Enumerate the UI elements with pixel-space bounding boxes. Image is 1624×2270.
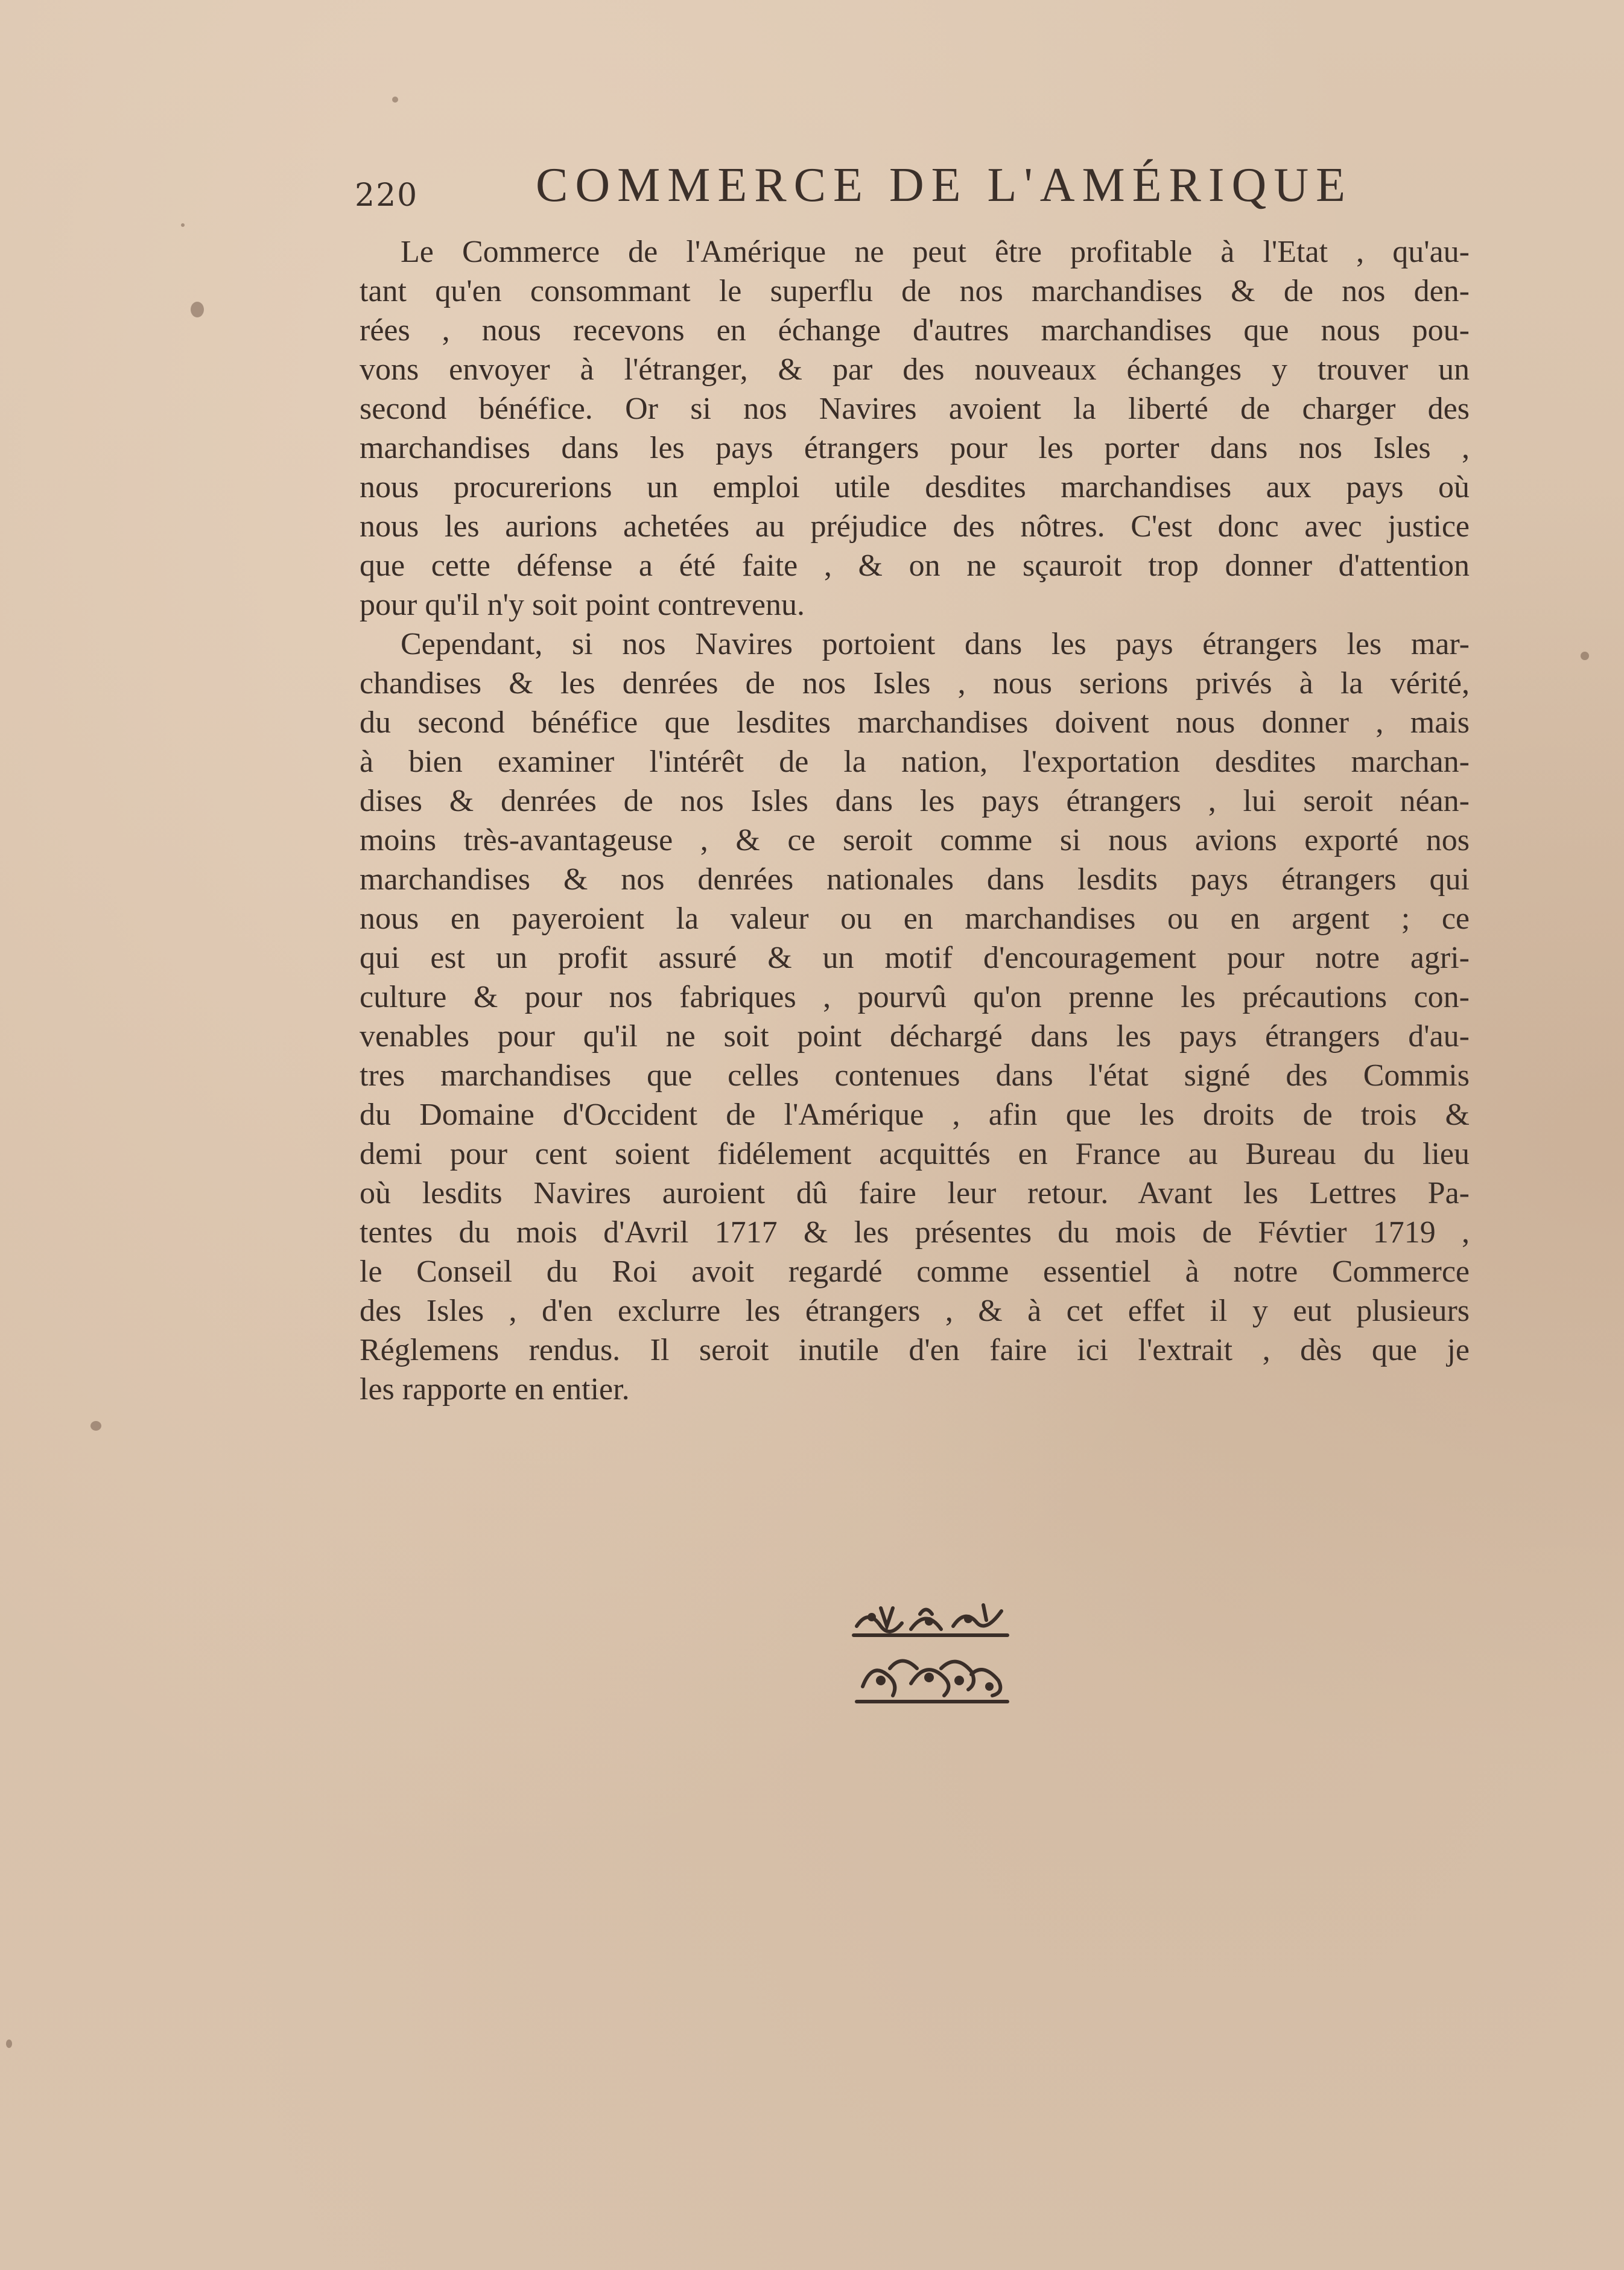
text-line: venables pour qu'il ne soit point déchargé dans les pays étrangers d'au- <box>360 1019 1470 1054</box>
running-title: COMMERCE DE L'AMÉRIQUE <box>536 159 1353 212</box>
paragraph-1 <box>360 232 1470 625</box>
paper-spot <box>6 2040 12 2048</box>
text-line: Le Commerce de l'Amérique ne peut être profitable à l'Etat , qu'au- <box>401 235 1470 269</box>
paper-spot <box>392 97 398 103</box>
text-line: à bien examiner l'intérêt de la nation, l'exportation desdites marchan- <box>360 745 1470 779</box>
text-line: Réglemens rendus. Il seroit inutile d'en faire ici l'extrait , dès que je <box>360 1333 1470 1367</box>
text-line: moins très-avantageuse , & ce seroit comme si nous avions exporté nos <box>360 823 1470 857</box>
text-line: les rapporte en entier. <box>360 1372 630 1407</box>
text-line: culture & pour nos fabriques , pourvû qu'on prenne les précautions con- <box>360 980 1470 1014</box>
text-line: des Isles , d'en exclurre les étrangers , & à cet effet il y eut plusieurs <box>360 1294 1470 1328</box>
text-line: tentes du mois d'Avril 1717 & les présentes du mois de Févtier 1719 , <box>360 1215 1470 1250</box>
text-line: vons envoyer à l'étranger, & par des nouveaux échanges y trouver un <box>360 352 1470 387</box>
text-line: Cependant, si nos Navires portoient dans les pays étrangers les mar- <box>401 627 1470 661</box>
text-line: nous en payeroient la valeur ou en marchandises ou en argent ; ce <box>360 901 1470 936</box>
text-line: qui est un profit assuré & un motif d'encouragement pour notre agri- <box>360 941 1470 975</box>
body-text <box>360 232 1470 1409</box>
paper-spot <box>1581 652 1589 660</box>
printers-fleuron-icon <box>845 1596 1020 1723</box>
text-line: le Conseil du Roi avoit regardé comme essentiel à notre Commerce <box>360 1254 1470 1289</box>
text-line: chandises & les denrées de nos Isles , nous serions privés à la vérité, <box>360 666 1470 701</box>
text-line: tant qu'en consommant le superflu de nos marchandises & de nos den- <box>360 274 1470 308</box>
text-line: où lesdits Navires auroient dû faire leur retour. Avant les Lettres Pa- <box>360 1176 1470 1210</box>
text-line: que cette défense a été faite , & on ne sçauroit trop donner d'attention <box>360 548 1470 583</box>
text-line: tres marchandises que celles contenues dans l'état signé des Commis <box>360 1058 1470 1093</box>
page-number: 220 <box>355 177 419 214</box>
running-head <box>355 158 1353 224</box>
text-line: dises & denrées de nos Isles dans les pays étrangers , lui seroit néan- <box>360 784 1470 818</box>
text-line: pour qu'il n'y soit point contrevenu. <box>360 588 805 622</box>
paragraph-2 <box>360 625 1470 1409</box>
paper-spot <box>90 1421 101 1431</box>
text-line: marchandises & nos denrées nationales dans lesdits pays étrangers qui <box>360 862 1470 897</box>
text-line: du Domaine d'Occident de l'Amérique , afin que les droits de trois & <box>360 1098 1470 1132</box>
text-line: rées , nous recevons en échange d'autres marchandises que nous pou- <box>360 313 1470 348</box>
text-line: du second bénéfice que lesdites marchandises doivent nous donner , mais <box>360 705 1470 740</box>
text-line: demi pour cent soient fidélement acquittés en France au Bureau du lieu <box>360 1137 1470 1171</box>
paper-spot <box>181 223 185 227</box>
text-line: nous les aurions achetées au préjudice des nôtres. C'est donc avec justice <box>360 509 1470 544</box>
text-line: second bénéfice. Or si nos Navires avoient la liberté de charger des <box>360 392 1470 426</box>
text-line: nous procurerions un emploi utile desdites marchandises aux pays où <box>360 470 1470 504</box>
text-line: marchandises dans les pays étrangers pour les porter dans nos Isles , <box>360 431 1470 465</box>
paper-spot <box>191 302 204 317</box>
